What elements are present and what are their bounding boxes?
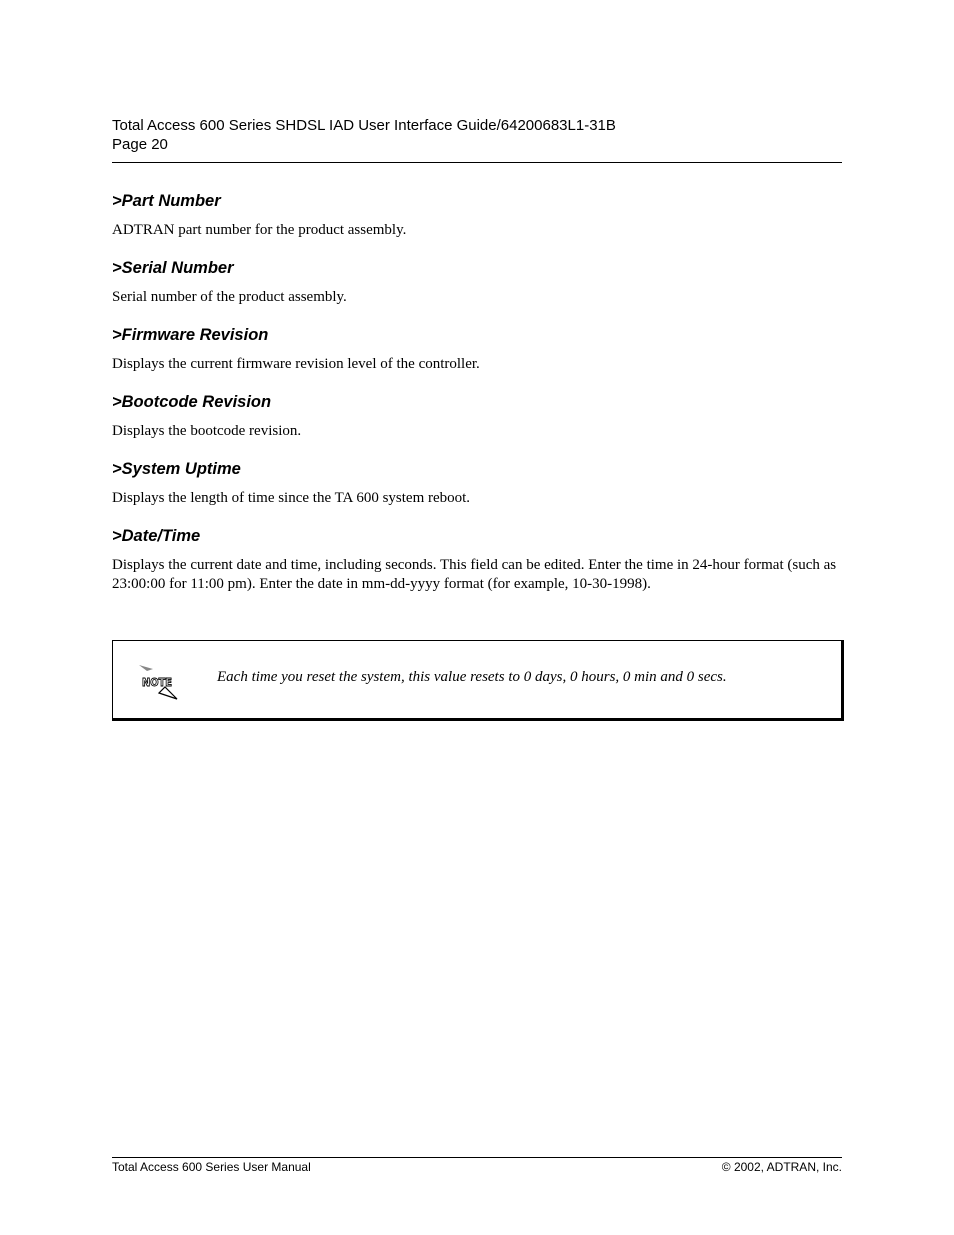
note-text: Each time you reset the system, this value resets to 0 days, 0 hours, 0 min and 0 secs. (217, 669, 727, 685)
section-date-time (112, 525, 842, 594)
section-body: Displays the bootcode revision. (112, 423, 302, 439)
section-serial-number (112, 257, 842, 307)
page-header (112, 116, 842, 154)
page-number: Page 20 (112, 136, 168, 153)
section-heading: >Part Number (112, 192, 221, 210)
header-divider (112, 162, 842, 163)
section-body: Displays the current date and time, including seconds. This field can be edited. Enter the time in 24-hour format (such as 23:00:00 for 11:00 pm). Enter the date in mm-dd-yyyy format (for example, 10-30-1998). (112, 557, 837, 592)
svg-text:NOTE: NOTE (142, 676, 172, 689)
note-box (112, 640, 844, 721)
section-heading: >Serial Number (112, 259, 234, 277)
main-content (112, 190, 842, 611)
section-body: ADTRAN part number for the product assembly. (112, 222, 407, 238)
section-heading: >Bootcode Revision (112, 393, 272, 411)
section-body: Serial number of the product assembly. (112, 289, 347, 305)
footer-divider (112, 1157, 842, 1158)
page-footer (112, 1160, 842, 1175)
section-body: Displays the current firmware revision level of the controller. (112, 356, 480, 372)
footer-manual-title: Total Access 600 Series User Manual (112, 1160, 311, 1174)
footer-copyright: © 2002, ADTRAN, Inc. (721, 1160, 842, 1174)
section-part-number (112, 190, 842, 240)
section-system-uptime (112, 458, 842, 508)
section-heading: >Firmware Revision (112, 326, 269, 344)
section-heading: >Date/Time (112, 527, 201, 545)
section-firmware-revision (112, 324, 842, 374)
note-icon (137, 663, 179, 701)
section-bootcode-revision (112, 391, 842, 441)
document-title: Total Access 600 Series SHDSL IAD User Interface Guide/64200683L1-31B (112, 117, 616, 134)
section-heading: >System Uptime (112, 460, 241, 478)
section-body: Displays the length of time since the TA 600 system reboot. (112, 490, 471, 506)
